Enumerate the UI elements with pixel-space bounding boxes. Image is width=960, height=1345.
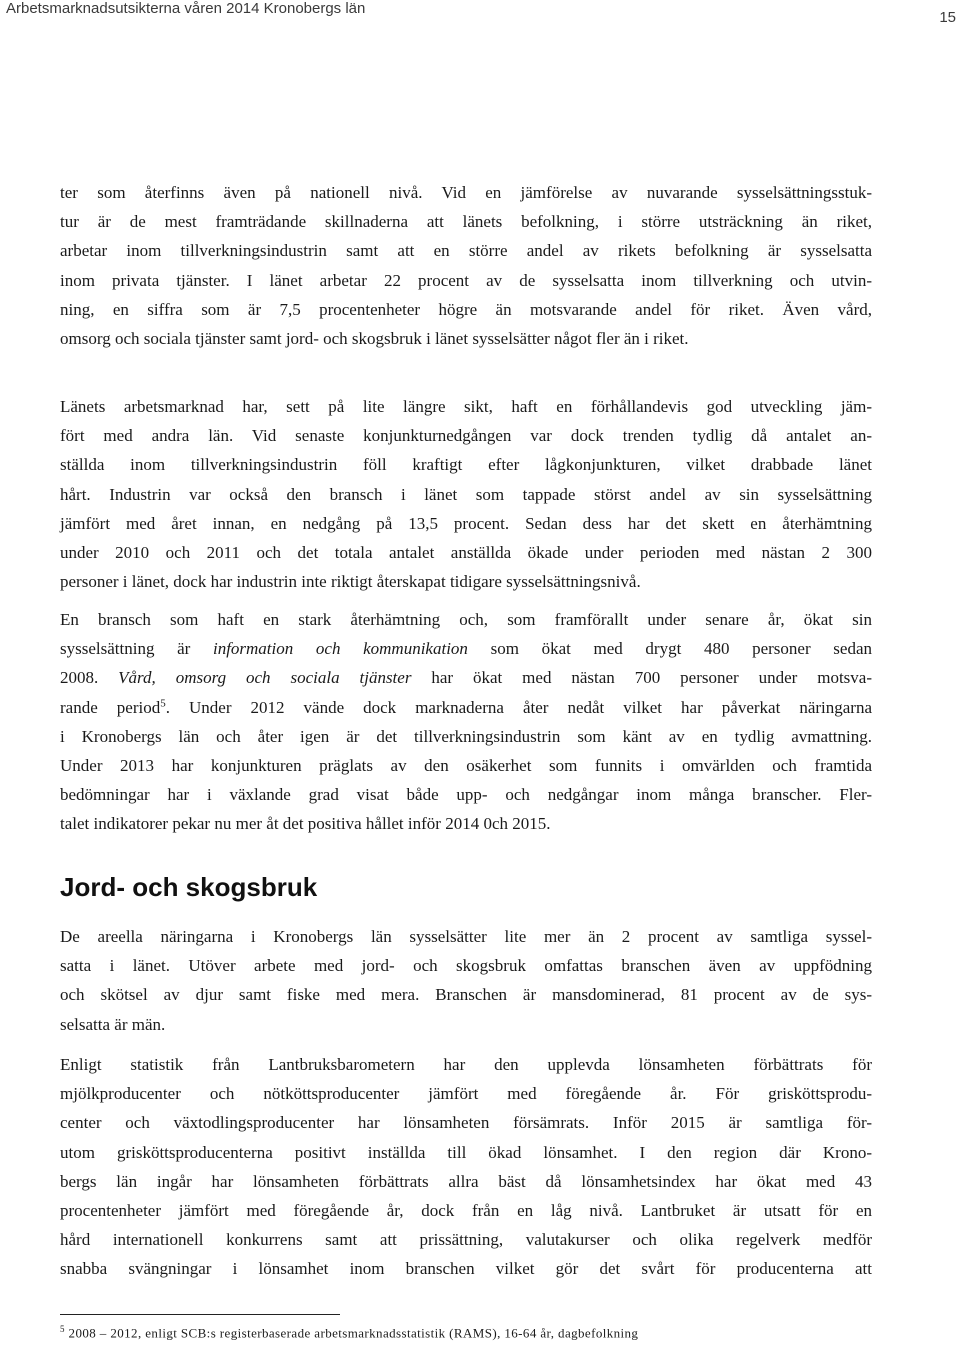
text-line: hårt. Industrin var också den bransch i länet som tappade störst andel av sin sysselsättning xyxy=(60,484,872,504)
text-line: Under 2013 har konjunkturen präglats av den osäkerhet som funnits i omvärlden och framtida xyxy=(60,756,872,776)
footnote-divider xyxy=(60,1314,340,1315)
text-line: jämfört med året innan, en nedgång på 13,5 procent. Sedan dess har det skett en återhämtning xyxy=(60,513,872,533)
sector-name-italic: information och kommunikation xyxy=(212,639,468,659)
text-line: mjölkproducenter och nötköttsproducenter jämfört med föregående år. För grisköttsprodu- xyxy=(60,1084,872,1104)
page-number: 15 xyxy=(939,9,956,26)
text-line xyxy=(60,693,872,722)
section-heading: Jord- och skogsbruk xyxy=(60,872,318,902)
text-line: omsorg och sociala tjänster samt jord- och skogsbruk i länet sysselsätter något fler än i riket. xyxy=(60,329,689,349)
text-line: selsatta är män. xyxy=(60,1014,166,1034)
paragraph-recovery-sectors xyxy=(60,605,872,839)
footnote-marker: 5 xyxy=(60,1324,65,1334)
paragraph-lantbruksbarometern xyxy=(60,1050,872,1284)
text-line: En bransch som haft en stark återhämtning och, som framförallt under senare år, ökat sin xyxy=(60,610,872,629)
running-header: Arbetsmarknadsutsikterna våren 2014 Kronobergs län xyxy=(6,0,366,17)
text-line: fört med andra län. Vid senaste konjunkturnedgången var dock trenden tydlig då antalet an- xyxy=(60,426,872,446)
text-line: De areella näringarna i Kronobergs län sysselsätter lite mer än 2 procent av samtliga syssel- xyxy=(60,927,872,946)
text-segment: som ökat med drygt 480 personer sedan xyxy=(467,639,872,659)
text-line: tur är de mest framträdande skillnaderna att länets befolkning, i större utsträckning än riket, xyxy=(60,212,872,232)
text-line: i Kronobergs län och åter igen är det tillverkningsindustrin som känt av en tydlig avmattning. xyxy=(60,726,872,746)
text-line: Länets arbetsmarknad har, sett på lite längre sikt, haft en förhållandevis god utveckling jäm- xyxy=(60,397,872,416)
text-line: ning, en siffra som är 7,5 procentenheter högre än motsvarande andel för riket. Även vård, xyxy=(60,299,872,319)
text-line: inom privata tjänster. I länet arbetar 22 procent av de sysselsatta inom tillverkning och utvin- xyxy=(60,270,872,290)
text-line: procentenheter jämfört med föregående år, dock från en låg nivå. Lantbruket är utsatt för en xyxy=(60,1201,872,1221)
text-line: Enligt statistik från Lantbruksbarometern har den upplevda lönsamheten förbättrats för xyxy=(60,1055,872,1074)
paragraph-labour-market-development xyxy=(60,392,872,596)
sector-name-italic: Vård, omsorg och sociala tjänster xyxy=(118,668,412,688)
text-line: snabba svängningar i lönsamhet inom branschen vilket gör det svårt för producenterna att xyxy=(60,1259,872,1279)
text-segment: har ökat med nästan 700 personer under motsva- xyxy=(411,668,872,688)
paragraph-agriculture-intro xyxy=(60,922,872,1039)
text-line: bedömningar har i växlande grad visat både upp- och nedgångar inom många branscher. Fler- xyxy=(60,785,872,805)
text-segment: . Under 2012 vände dock marknaderna åter nedåt vilket har påverkat näringarna xyxy=(165,697,873,717)
text-line xyxy=(60,634,872,663)
text-line: bergs län ingår har lönsamheten förbättrats allra bäst då lönsamhetsindex har ökat med 43 xyxy=(60,1171,872,1191)
text-line xyxy=(60,663,872,692)
footnote-reference: 5 xyxy=(160,696,166,709)
text-line: utom grisköttsproducenterna positivt inställda till ökad lönsamhet. I den region där Krono- xyxy=(60,1142,872,1162)
text-segment: sysselsättning är xyxy=(60,639,213,659)
text-segment: 2008. xyxy=(60,668,119,688)
text-line: under 2010 och 2011 och det totala antalet anställda ökade under perioden med nästan 2 300 xyxy=(60,543,872,563)
text-line: satta i länet. Utöver arbete med jord- och skogsbruk omfattas branschen även av uppfödning xyxy=(60,956,872,976)
paragraph-employment-structure xyxy=(60,178,872,353)
footnote-text: 2008 – 2012, enligt SCB:s registerbaserade arbetsmarknadsstatistik (RAMS), 16-64 år, dagbefolkning xyxy=(64,1325,639,1341)
text-line: hård internationell konkurrens samt att prissättning, valutakurser och olika regelverk medför xyxy=(60,1230,872,1250)
text-line: ställda inom tillverkningsindustrin föll kraftigt efter lågkonjunkturen, vilket drabbade länet xyxy=(60,455,872,475)
text-line: center och växtodlingsproducenter har lönsamheten försämrats. Inför 2015 är samtliga för- xyxy=(60,1113,872,1133)
text-line: talet indikatorer pekar nu mer åt det positiva hållet inför 2014 0ch 2015. xyxy=(60,814,551,834)
text-line: ter som återfinns även på nationell nivå. Vid en jämförelse av nuvarande sysselsättningsstuk- xyxy=(60,183,872,202)
text-line: arbetar inom tillverkningsindustrin samt att en större andel av rikets befolkning är sysselsatta xyxy=(60,241,872,261)
text-line: personer i länet, dock har industrin inte riktigt återskapat tidigare sysselsättningsnivå. xyxy=(60,572,641,592)
text-segment: rande period xyxy=(60,697,161,717)
text-line: och skötsel av djur samt fiske med mera. Branschen är mansdominerad, 81 procent av de sys- xyxy=(60,985,872,1005)
footnote xyxy=(60,1324,638,1341)
